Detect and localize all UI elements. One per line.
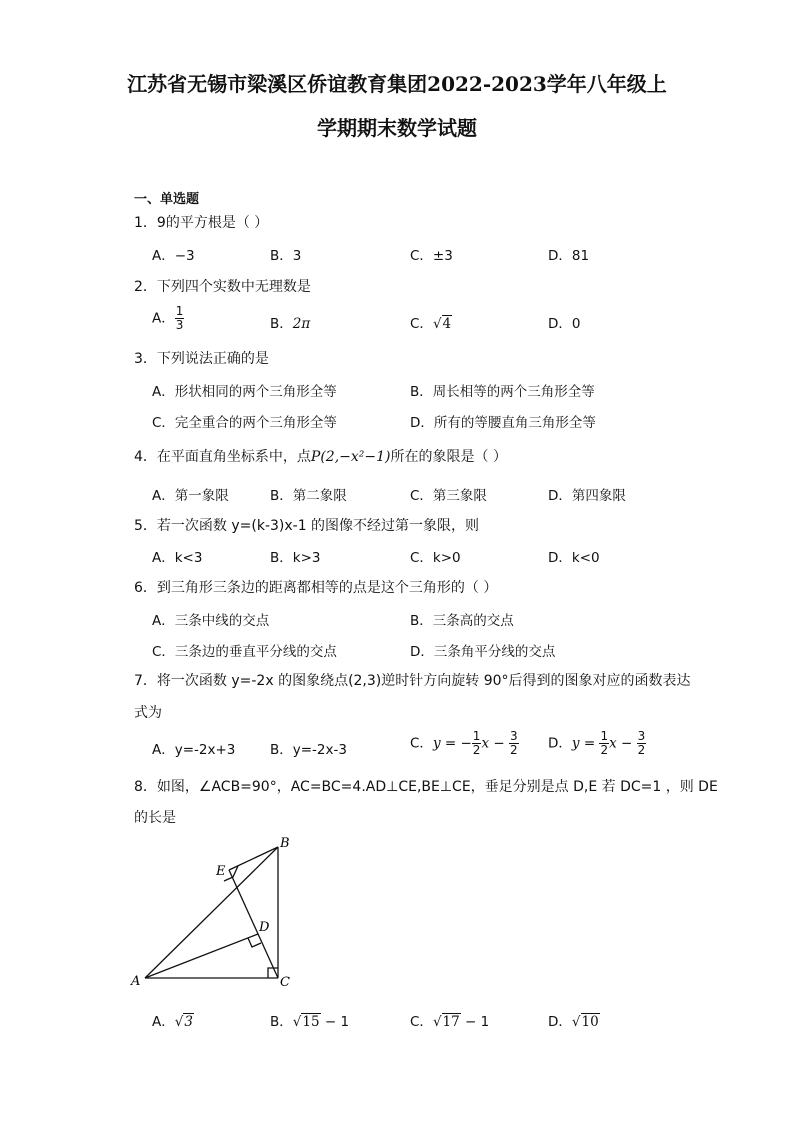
fraction-numerator: 1: [175, 304, 184, 318]
question-3: 3．下列说法正确的是: [134, 351, 269, 367]
q1-option-d: D．81: [548, 248, 590, 264]
fraction-numerator: 1: [472, 729, 481, 743]
fraction-denominator: 3: [175, 318, 184, 332]
sqrt-symbol: √: [571, 1014, 581, 1030]
segment-ab: [145, 847, 278, 978]
question-1: 1．9的平方根是（ ）: [134, 215, 269, 231]
q8-option-d-sqrt: [572, 1013, 600, 1030]
question-5: 5．若一次函数 y=(k-3)x-1 的图像不经过第一象限，则: [134, 518, 480, 534]
q7-option-a: A．y=-2x+3: [152, 742, 236, 758]
q6-option-b: B．三条高的交点: [410, 613, 514, 629]
q4-option-d: D．第四象限: [548, 488, 626, 504]
question-2: 2．下列四个实数中无理数是: [134, 279, 311, 295]
q8-option-c-letter: C．: [410, 1014, 433, 1030]
q2-option-a: [152, 305, 184, 332]
q8-option-c-sqrt: [433, 1013, 461, 1030]
q8-option-a: [152, 1010, 194, 1030]
q5-option-c: C．k>0: [410, 550, 461, 566]
q7-option-c-x: x: [481, 735, 490, 752]
q2-option-c-sqrt: [433, 315, 452, 332]
question-4-point: P(2,−x²−1): [310, 449, 391, 465]
q6-option-d: D．三条角平分线的交点: [410, 644, 556, 660]
q7-option-d-minus: −: [616, 735, 637, 752]
question-7-line-2: 式为: [134, 705, 162, 721]
q2-option-a-letter: A．: [152, 310, 175, 327]
q8-option-c-post: − 1: [460, 1014, 490, 1030]
q4-option-c: C．第三象限: [410, 488, 487, 504]
fraction-denominator: 2: [600, 743, 609, 757]
q2-option-b-expr: 2π: [292, 316, 311, 332]
label-c: C: [280, 975, 290, 990]
q7-option-b: B．y=-2x-3: [270, 742, 347, 758]
sqrt-radicand: 17: [442, 1014, 460, 1030]
q7-option-c-frac-2: [509, 730, 519, 757]
q8-option-b-sqrt: [293, 1013, 321, 1030]
fraction-denominator: 2: [637, 743, 646, 757]
q7-option-d-x: x: [609, 735, 617, 752]
q7-option-c-y: y: [432, 735, 441, 752]
label-b: B: [280, 836, 290, 851]
page-title-line-2: 学期期末数学试题: [317, 116, 477, 140]
sqrt-radicand: 4: [442, 316, 452, 332]
q2-option-a-fraction: [175, 305, 185, 332]
question-7-line-1: 7．将一次函数 y=-2x 的图象绕点(2,3)逆时针方向旋转 90°后得到的图象对应的函数表达: [134, 673, 691, 689]
q8-option-a-sqrt: [175, 1013, 194, 1030]
fraction-denominator: 2: [509, 743, 518, 757]
sqrt-symbol: √: [292, 1014, 302, 1030]
page-title-line-1: 江苏省无锡市梁溪区侨谊教育集团2022-2023学年八年级上: [127, 72, 667, 96]
q1-option-c: C．±3: [410, 248, 453, 264]
fraction-numerator: 3: [509, 729, 518, 743]
q8-option-b-letter: B．: [270, 1014, 293, 1030]
q3-option-d: D．所有的等腰直角三角形全等: [410, 415, 596, 431]
q8-option-b: [270, 1010, 349, 1030]
q5-option-a: A．k<3: [152, 550, 203, 566]
right-angle-mark-d: [248, 938, 261, 947]
question-8-line-1: 8．如图，∠ACB=90°，AC=BC=4.AD⊥CE,BE⊥CE，垂足分别是点 D,E 若 DC=1 ，则 DE: [134, 779, 718, 795]
q8-option-b-post: − 1: [320, 1014, 350, 1030]
q2-option-d: D．0: [548, 316, 581, 332]
segment-be: [229, 847, 278, 870]
q6-option-a: A．三条中线的交点: [152, 613, 270, 629]
question-4-post: 所在的象限是（ ）: [390, 449, 507, 465]
q8-option-d: [548, 1010, 600, 1030]
question-4: [134, 446, 507, 466]
question-4-pre: 4．在平面直角坐标系中，点: [134, 449, 311, 465]
label-e: E: [216, 864, 226, 879]
question-6: 6．到三角形三条边的距离都相等的点是这个三角形的（ ）: [134, 580, 498, 596]
q2-option-c-letter: C．: [410, 316, 433, 332]
q1-option-b: B．3: [270, 248, 302, 264]
segment-ad: [145, 934, 258, 978]
section-heading: 一、单选题: [134, 192, 200, 207]
fraction-denominator: 2: [472, 743, 481, 757]
q8-option-c: [410, 1010, 489, 1030]
segment-ec: [229, 870, 278, 978]
q7-option-d-letter: D．: [548, 735, 572, 752]
q4-option-b: B．第二象限: [270, 488, 347, 504]
q7-option-d-frac-2: [637, 730, 647, 757]
q1-option-a: A．−3: [152, 248, 195, 264]
sqrt-radicand: 3: [184, 1014, 193, 1030]
q3-option-b: B．周长相等的两个三角形全等: [410, 384, 595, 400]
sqrt-symbol: √: [432, 316, 442, 332]
q5-option-d: D．k<0: [548, 550, 600, 566]
q7-option-d-y: y: [571, 735, 580, 752]
question-8-line-2: 的长是: [134, 810, 176, 826]
sqrt-radicand: 15: [302, 1014, 320, 1030]
q8-option-d-letter: D．: [548, 1014, 572, 1030]
geometry-figure: [128, 830, 308, 995]
q7-option-c-letter: C．: [410, 735, 433, 752]
sqrt-symbol: √: [432, 1014, 442, 1030]
q7-option-c: [410, 730, 519, 757]
q2-option-b: [270, 312, 310, 332]
q2-option-c: [410, 312, 452, 332]
q6-option-c: C．三条边的垂直平分线的交点: [152, 644, 337, 660]
q7-option-c-minus: −: [489, 735, 509, 752]
q7-option-c-frac-1: [472, 730, 482, 757]
q4-option-a: A．第一象限: [152, 488, 229, 504]
sqrt-symbol: √: [174, 1014, 184, 1030]
q3-option-c: C．完全重合的两个三角形全等: [152, 415, 337, 431]
q8-option-a-letter: A．: [152, 1014, 175, 1030]
q7-option-d-eq: =: [579, 735, 600, 752]
q5-option-b: B．k>3: [270, 550, 321, 566]
q2-option-b-letter: B．: [270, 316, 293, 332]
right-angle-mark-c: [268, 968, 278, 978]
fraction-numerator: 3: [637, 729, 646, 743]
q7-option-d: [548, 730, 646, 757]
q7-option-c-eq: = −: [440, 735, 472, 752]
label-d: D: [259, 920, 270, 935]
fraction-numerator: 1: [600, 729, 609, 743]
q7-option-d-frac-1: [599, 730, 609, 757]
q3-option-a: A．形状相同的两个三角形全等: [152, 384, 337, 400]
sqrt-radicand: 10: [581, 1014, 599, 1030]
label-a: A: [131, 974, 141, 989]
